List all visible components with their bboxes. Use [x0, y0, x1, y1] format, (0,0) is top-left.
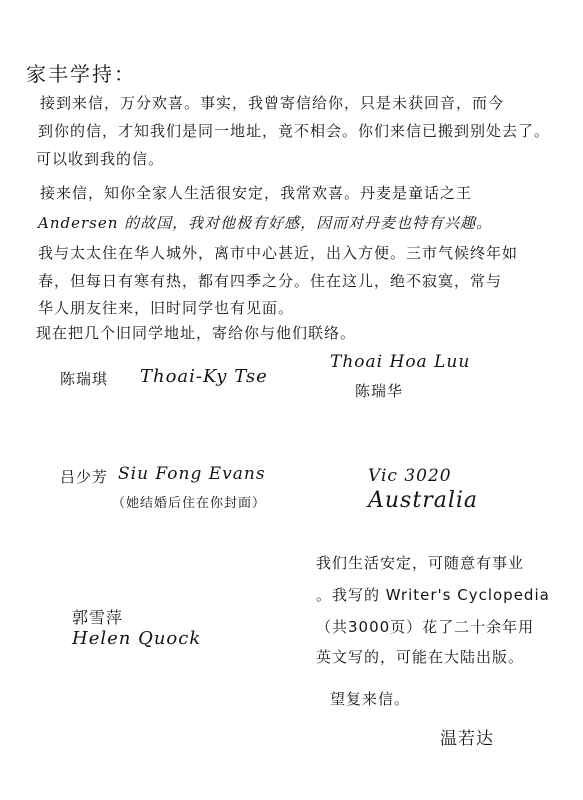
contact-english-name: Helen Quock	[72, 628, 202, 649]
contact-english-name: Thoai Hoa Luu	[330, 352, 471, 372]
contact-chinese-name: 陈瑞琪	[60, 370, 109, 388]
contact-english-name: Siu Fong Evans	[118, 464, 266, 484]
closing: 望复来信。	[330, 690, 411, 708]
signature: 温若达	[440, 729, 494, 749]
paragraph-line: 接到来信，万分欢喜。事实，我曾寄信给你，只是未获回音，而今	[40, 94, 505, 112]
paragraph-line: 华人朋友往来，旧时同学也有见面。	[38, 299, 295, 317]
paragraph-line: 现在把几个旧同学地址，寄给你与他们联络。	[36, 324, 357, 342]
paragraph-line: Andersen 的故国，我对他极有好感，因而对丹麦也特有兴趣。	[38, 214, 493, 232]
contact-chinese-name: 郭雪萍	[72, 608, 124, 627]
contact-chinese-name: 陈瑞华	[355, 382, 404, 400]
postscript-line: 。我写的 Writer's Cyclopedia	[316, 586, 550, 604]
address-line: Vic 3020	[368, 466, 452, 486]
contact-chinese-name: 吕少芳	[60, 468, 109, 486]
paragraph-line: 我与太太住在华人城外，离市中心甚近，出入方便。三市气候终年如	[38, 244, 519, 262]
contact-note: （她结婚后住在你封面）	[112, 496, 267, 511]
address-line: Australia	[368, 488, 479, 513]
contact-english-name: Thoai-Ky Tse	[140, 366, 268, 387]
postscript-line: （共3000页）花了二十余年用	[316, 618, 535, 636]
paragraph-line: 到你的信，才知我们是同一地址，竟不相会。你们来信已搬到别处去了。	[38, 122, 551, 140]
postscript-line: 英文写的，可能在大陆出版。	[316, 648, 525, 666]
postscript-line: 我们生活安定，可随意有事业	[316, 554, 525, 572]
letter-greeting: 家丰学持：	[26, 62, 136, 86]
paragraph-line: 可以收到我的信。	[36, 150, 165, 168]
paragraph-line: 春，但每日有寒有热，都有四季之分。住在这儿，绝不寂寞，常与	[38, 272, 503, 290]
paragraph-line: 接来信，知你全家人生活很安定，我常欢喜。丹麦是童话之王	[40, 184, 473, 202]
